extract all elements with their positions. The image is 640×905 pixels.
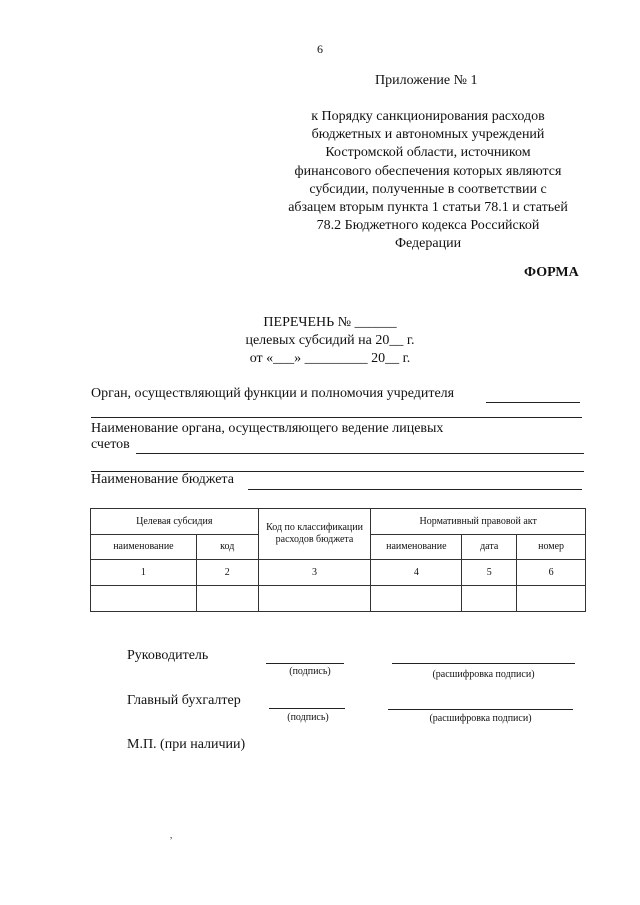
head-decoding-caption: (расшифровка подписи) (432, 669, 535, 680)
appendix-line: субсидии, полученные в соответствии с (309, 181, 547, 197)
appendix-line: бюджетных и автономных учреждений (311, 127, 545, 143)
subsidy-table (90, 508, 586, 612)
accountant-decoding-line (388, 709, 573, 710)
table-cell (91, 586, 197, 612)
head-decoding-line (392, 663, 575, 664)
stamp-label: М.П. (при наличии) (127, 737, 246, 752)
head-signature-line (266, 663, 344, 664)
field-account-organ-label: Наименование органа, осуществляющего ведение лицевых (91, 421, 444, 436)
field-organ-label: Орган, осуществляющий функции и полномочия учредителя (91, 386, 455, 401)
appendix-line: абзацем вторым пункта 1 статьи 78.1 и статьей (288, 200, 568, 216)
subheader-name: наименование (91, 535, 197, 560)
appendix-reference (258, 108, 598, 254)
column-number: 2 (196, 560, 258, 586)
column-number: 6 (517, 560, 586, 586)
column-number: 4 (371, 560, 462, 586)
subheader-date: дата (462, 535, 517, 560)
field-organ-blank (486, 402, 580, 403)
accountant-signature-caption: (подпись) (287, 712, 329, 723)
table-cell (462, 586, 517, 612)
table-cell (517, 586, 586, 612)
accountant-decoding-caption: (расшифровка подписи) (429, 713, 532, 724)
appendix-line: к Порядку санкционирования расходов (311, 109, 545, 124)
accountant-label: Главный бухгалтер (127, 693, 241, 708)
head-label: Руководитель (127, 648, 209, 663)
appendix-line: Костромской области, источником (325, 145, 531, 161)
table-cell (196, 586, 258, 612)
header-target-subsidy: Целевая субсидия (91, 509, 259, 535)
table-row (91, 560, 586, 586)
appendix-title: Приложение № 1 (375, 73, 478, 88)
subheader-number: номер (517, 535, 586, 560)
header-expense-code: Код по классификации расходов бюджета (258, 509, 371, 560)
column-number: 5 (462, 560, 517, 586)
heading-year: целевых субсидий на 20__ г. (245, 333, 415, 348)
page-number: 6 (317, 42, 323, 56)
form-label: ФОРМА (524, 265, 579, 280)
heading-title: ПЕРЕЧЕНЬ № ______ (263, 315, 397, 330)
field-budget-blank (248, 489, 582, 490)
field-account-organ-blank (136, 453, 584, 454)
column-number: 1 (91, 560, 197, 586)
table-cell (258, 586, 371, 612)
stray-mark: , (170, 830, 173, 840)
field-organ-blank-2 (91, 417, 582, 418)
appendix-line: Федерации (394, 236, 462, 252)
heading-date: от «___» _________ 20__ г. (249, 351, 411, 366)
header-normative-act: Нормативный правовой акт (371, 509, 586, 535)
table-cell (371, 586, 462, 612)
subheader-code: код (196, 535, 258, 560)
document-heading (160, 314, 500, 368)
field-account-organ-label-2: счетов (91, 437, 130, 452)
head-signature-caption: (подпись) (289, 666, 331, 677)
table-row (91, 586, 586, 612)
appendix-line: финансового обеспечения которых являются (294, 163, 562, 179)
subheader-act-name: наименование (371, 535, 462, 560)
field-budget-label: Наименование бюджета (91, 472, 234, 487)
appendix-line: 78.2 Бюджетного кодекса Российской (316, 218, 540, 234)
column-number: 3 (258, 560, 371, 586)
accountant-signature-line (269, 708, 345, 709)
